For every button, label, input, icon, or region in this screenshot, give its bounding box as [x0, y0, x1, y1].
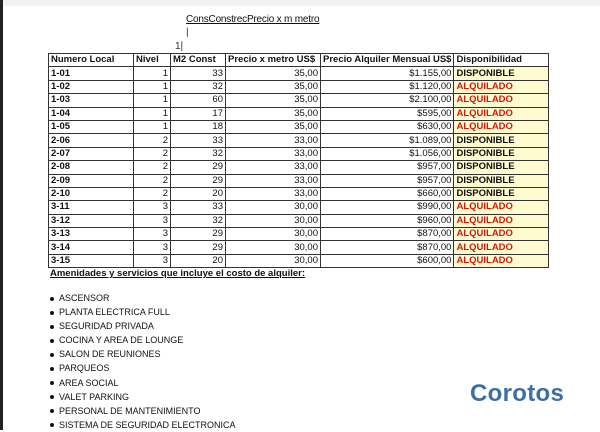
amenity-label: PERSONAL DE MANTENIMIENTO	[59, 405, 201, 416]
table-row	[49, 214, 549, 227]
local-number-cell: 1-01	[49, 67, 134, 80]
monthly-rent-cell: $870,00	[321, 241, 454, 254]
local-number-cell: 3-13	[49, 228, 134, 241]
monthly-rent-cell: $990,00	[321, 201, 454, 214]
amenity-label: SISTEMA DE SEGURIDAD ELECTRONICA	[59, 419, 236, 430]
monthly-rent-cell: $630,00	[321, 120, 454, 133]
local-number-cell: 3-12	[49, 214, 134, 227]
table-row	[49, 187, 549, 200]
level-cell: 2	[134, 147, 171, 160]
local-number-cell: 1-03	[49, 94, 134, 107]
amenity-item	[50, 404, 236, 418]
amenities-list	[50, 291, 236, 432]
price-per-meter-cell: 30,00	[226, 201, 321, 214]
local-number-cell: 3-11	[49, 201, 134, 214]
bullet-icon	[50, 353, 54, 357]
monthly-rent-cell: $1.155,00	[321, 67, 454, 80]
column-header: Numero Local	[49, 54, 134, 67]
availability-status-cell: ALQUILADO	[454, 201, 549, 214]
local-number-cell: 3-15	[49, 254, 134, 267]
local-number-cell: 1-05	[49, 120, 134, 133]
price-per-meter-cell: 33,00	[226, 134, 321, 147]
availability-status-cell: ALQUILADO	[454, 120, 549, 133]
monthly-rent-cell: $960,00	[321, 214, 454, 227]
local-number-cell: 2-07	[49, 147, 134, 160]
price-per-meter-cell: 35,00	[226, 107, 321, 120]
availability-status-cell: DISPONIBLE	[454, 174, 549, 187]
level-cell: 3	[134, 241, 171, 254]
availability-status-cell: ALQUILADO	[454, 228, 549, 241]
area-m2-cell: 29	[171, 174, 226, 187]
level-cell: 3	[134, 254, 171, 267]
availability-status-cell: DISPONIBLE	[454, 134, 549, 147]
area-m2-cell: 33	[171, 67, 226, 80]
monthly-rent-cell: $870,00	[321, 228, 454, 241]
local-number-cell: 2-09	[49, 174, 134, 187]
table-row	[49, 67, 549, 80]
text-cursor-mark: |	[186, 27, 189, 38]
availability-status-cell: DISPONIBLE	[454, 187, 549, 200]
area-m2-cell: 33	[171, 134, 226, 147]
amenity-item	[50, 305, 236, 319]
table-row	[49, 147, 549, 160]
top-edge	[0, 0, 600, 6]
bullet-icon	[50, 395, 54, 399]
column-header: M2 Const	[171, 54, 226, 67]
price-per-meter-cell: 33,00	[226, 147, 321, 160]
monthly-rent-cell: $660,00	[321, 187, 454, 200]
cell-header-text: ConsConstrecPrecio x m metro	[186, 14, 320, 25]
amenities-title: Amenidades y servicios que incluye el costo de alquiler:	[50, 268, 306, 279]
price-per-meter-cell: 35,00	[226, 67, 321, 80]
availability-status-cell: ALQUILADO	[454, 94, 549, 107]
price-per-meter-cell: 30,00	[226, 228, 321, 241]
price-per-meter-cell: 35,00	[226, 120, 321, 133]
table-row	[49, 107, 549, 120]
price-per-meter-cell: 35,00	[226, 80, 321, 93]
area-m2-cell: 32	[171, 147, 226, 160]
area-m2-cell: 32	[171, 80, 226, 93]
monthly-rent-cell: $957,00	[321, 161, 454, 174]
amenity-label: COCINA Y AREA DE LOUNGE	[59, 335, 184, 346]
price-per-meter-cell: 30,00	[226, 214, 321, 227]
bullet-icon	[50, 423, 54, 427]
amenity-label: SEGURIDAD PRIVADA	[59, 321, 154, 332]
bullet-icon	[50, 367, 54, 371]
level-cell: 1	[134, 120, 171, 133]
amenity-item	[50, 319, 236, 333]
bullet-icon	[50, 381, 54, 385]
area-m2-cell: 20	[171, 254, 226, 267]
level-cell: 3	[134, 214, 171, 227]
column-header: Nivel	[134, 54, 171, 67]
text-cursor-mark: 1|	[175, 41, 184, 52]
amenity-label: PARQUEOS	[59, 363, 110, 374]
availability-status-cell: ALQUILADO	[454, 214, 549, 227]
amenity-item	[50, 291, 236, 305]
level-cell: 3	[134, 201, 171, 214]
table-header-row	[49, 54, 549, 67]
price-per-meter-cell: 30,00	[226, 254, 321, 267]
table-row	[49, 120, 549, 133]
bullet-icon	[50, 297, 54, 301]
level-cell: 2	[134, 174, 171, 187]
level-cell: 3	[134, 228, 171, 241]
column-header: Disponibilidad	[454, 54, 549, 67]
area-m2-cell: 29	[171, 161, 226, 174]
level-cell: 1	[134, 94, 171, 107]
local-number-cell: 1-02	[49, 80, 134, 93]
availability-status-cell: ALQUILADO	[454, 107, 549, 120]
price-per-meter-cell: 33,00	[226, 187, 321, 200]
column-header: Precio Alquiler Mensual US$	[321, 54, 454, 67]
monthly-rent-cell: $1.120,00	[321, 80, 454, 93]
monthly-rent-cell: $2.100,00	[321, 94, 454, 107]
local-number-cell: 2-08	[49, 161, 134, 174]
level-cell: 2	[134, 134, 171, 147]
area-m2-cell: 29	[171, 228, 226, 241]
price-per-meter-cell: 35,00	[226, 94, 321, 107]
area-m2-cell: 17	[171, 107, 226, 120]
area-m2-cell: 29	[171, 241, 226, 254]
table-row	[49, 174, 549, 187]
level-cell: 1	[134, 107, 171, 120]
table-row	[49, 201, 549, 214]
bullet-icon	[50, 339, 54, 343]
availability-status-cell: ALQUILADO	[454, 80, 549, 93]
local-number-cell: 2-06	[49, 134, 134, 147]
amenity-item	[50, 376, 236, 390]
local-number-cell: 3-14	[49, 241, 134, 254]
local-number-cell: 1-04	[49, 107, 134, 120]
table-row	[49, 241, 549, 254]
bullet-icon	[50, 311, 54, 315]
area-m2-cell: 33	[171, 201, 226, 214]
price-per-meter-cell: 30,00	[226, 241, 321, 254]
amenity-label: AREA SOCIAL	[59, 377, 119, 388]
price-per-meter-cell: 33,00	[226, 174, 321, 187]
availability-status-cell: DISPONIBLE	[454, 67, 549, 80]
amenity-label: SALON DE REUNIONES	[59, 349, 161, 360]
monthly-rent-cell: $1.089,00	[321, 134, 454, 147]
availability-status-cell: ALQUILADO	[454, 241, 549, 254]
amenity-label: VALET PARKING	[59, 391, 130, 402]
availability-status-cell: DISPONIBLE	[454, 147, 549, 160]
level-cell: 2	[134, 187, 171, 200]
column-header: Precio x metro US$	[226, 54, 321, 67]
monthly-rent-cell: $595,00	[321, 107, 454, 120]
table-row	[49, 161, 549, 174]
amenity-item	[50, 333, 236, 347]
table-row	[49, 80, 549, 93]
amenity-item	[50, 361, 236, 375]
area-m2-cell: 18	[171, 120, 226, 133]
area-m2-cell: 60	[171, 94, 226, 107]
rental-table	[48, 53, 549, 268]
availability-status-cell: DISPONIBLE	[454, 161, 549, 174]
local-number-cell: 2-10	[49, 187, 134, 200]
table-row	[49, 94, 549, 107]
table-row	[49, 254, 549, 267]
area-m2-cell: 20	[171, 187, 226, 200]
bullet-icon	[50, 325, 54, 329]
amenity-label: ASCENSOR	[59, 293, 110, 303]
amenity-label: PLANTA ELECTRICA FULL	[59, 307, 170, 318]
amenity-item	[50, 347, 236, 361]
monthly-rent-cell: $600,00	[321, 254, 454, 267]
price-per-meter-cell: 33,00	[226, 161, 321, 174]
area-m2-cell: 32	[171, 214, 226, 227]
availability-status-cell: ALQUILADO	[454, 254, 549, 267]
monthly-rent-cell: $1.056,00	[321, 147, 454, 160]
corotos-logo: Corotos	[470, 380, 565, 407]
monthly-rent-cell: $957,00	[321, 174, 454, 187]
table-row	[49, 228, 549, 241]
level-cell: 2	[134, 161, 171, 174]
table-row	[49, 134, 549, 147]
level-cell: 1	[134, 80, 171, 93]
level-cell: 1	[134, 67, 171, 80]
bullet-icon	[50, 409, 54, 413]
amenity-item	[50, 390, 236, 404]
left-edge-bar	[0, 0, 3, 430]
